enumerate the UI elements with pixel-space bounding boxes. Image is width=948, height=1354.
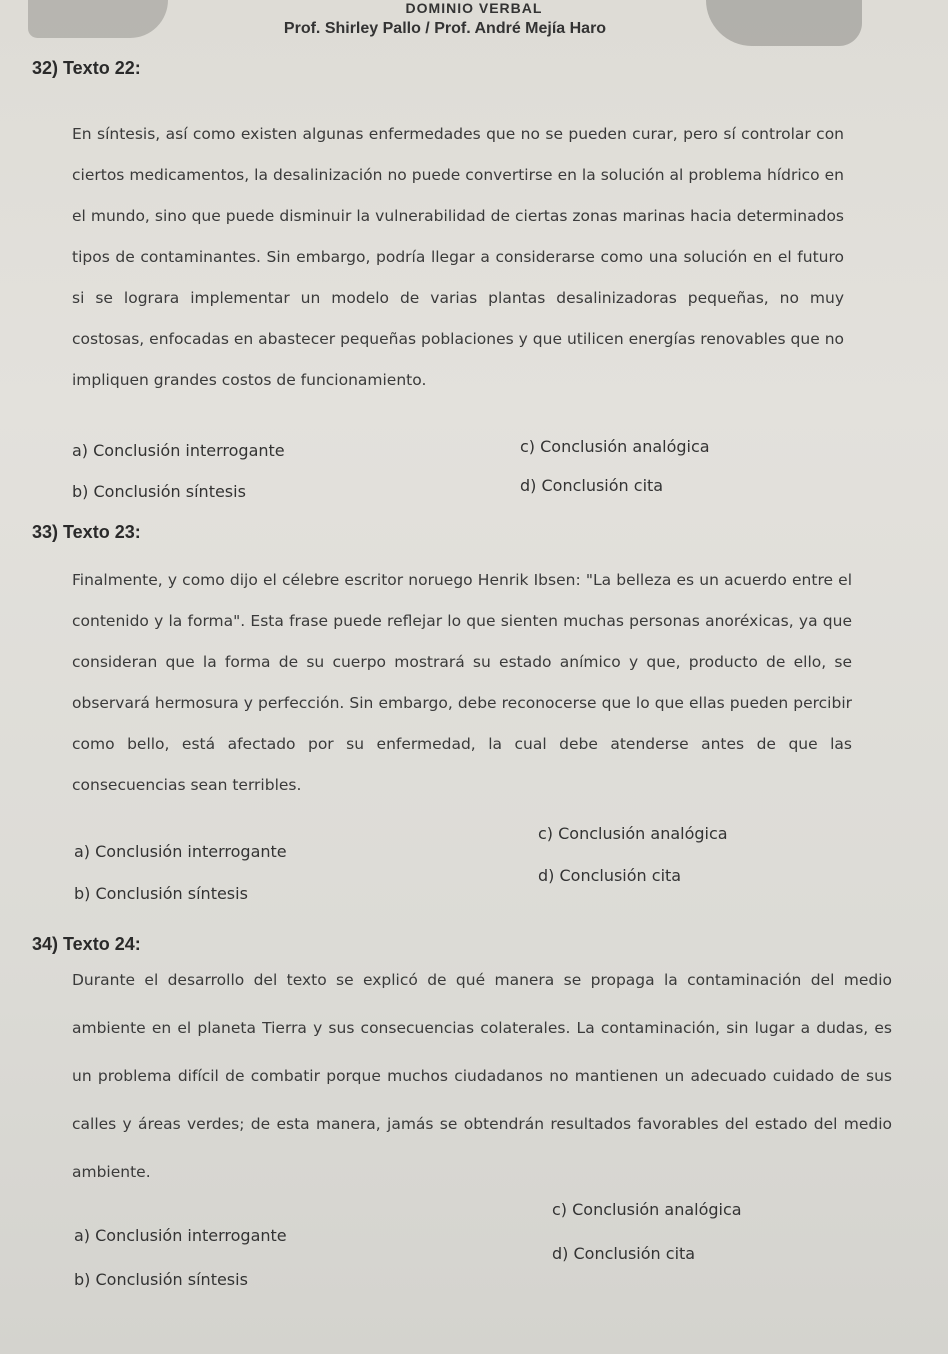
header-title: DOMINIO VERBAL (405, 0, 543, 16)
question-33-option-b[interactable]: b) Conclusión síntesis (74, 884, 248, 903)
question-34-option-d[interactable]: d) Conclusión cita (552, 1244, 696, 1263)
question-33-option-d[interactable]: d) Conclusión cita (538, 866, 682, 885)
header-subtitle: Prof. Shirley Pallo / Prof. André Mejía Haro (283, 20, 607, 37)
question-32-option-c[interactable]: c) Conclusión analógica (520, 437, 710, 456)
question-32-option-b[interactable]: b) Conclusión síntesis (72, 482, 246, 501)
question-32-option-a[interactable]: a) Conclusión interrogante (72, 441, 285, 460)
question-33-title: 33) Texto 23: (32, 522, 141, 542)
question-33-text: Finalmente, y como dijo el célebre escritor noruego Henrik Ibsen: "La belleza es un acuerdo entre el contenido y la forma". Esta frase puede reflejar lo que sienten muchas personas anoréxicas, ya que consideran que la forma de su cuerpo mostrará su estado anímico y que, producto de ello, se observará hermosura y perfección. Sin embargo, debe reconocerse que lo que ellas pueden percibir como bello, está afectado por su enfermedad, la cual debe atenderse antes de que las consecuencias sean terribles. (72, 571, 852, 794)
question-34-title: 34) Texto 24: (32, 934, 141, 954)
question-34-option-c[interactable]: c) Conclusión analógica (552, 1200, 742, 1219)
question-32-text: En síntesis, así como existen algunas enfermedades que no se pueden curar, pero sí controlar con ciertos medicamentos, la desalinización no puede convertirse en la solución al problema hídrico en el mundo, sino que puede disminuir la vulnerabilidad de ciertas zonas marinas hacia determinados tipos de contaminantes. Sin embargo, podría llegar a considerarse como una solución en el futuro si se lograra implementar un modelo de varias plantas desalinizadoras pequeñas, no muy costosas, enfocadas en abastecer pequeñas poblaciones y que utilicen energías renovables que no impliquen grandes costos de funcionamiento. (72, 125, 844, 389)
question-34-option-b[interactable]: b) Conclusión síntesis (74, 1270, 248, 1289)
question-33-option-a[interactable]: a) Conclusión interrogante (74, 842, 287, 861)
question-34-option-a[interactable]: a) Conclusión interrogante (74, 1226, 287, 1245)
question-32-option-d[interactable]: d) Conclusión cita (520, 476, 664, 495)
question-33-option-c[interactable]: c) Conclusión analógica (538, 824, 728, 843)
question-34-text: Durante el desarrollo del texto se explicó de qué manera se propaga la contaminación del medio ambiente en el planeta Tierra y sus consecuencias colaterales. La contaminación, sin lugar a dudas, es un problema difícil de combatir porque muchos ciudadanos no mantienen un adecuado cuidado de sus calles y áreas verdes; de esta manera, jamás se obtendrán resultados favorables del estado del medio ambiente. (72, 971, 892, 1181)
question-32-title: 32) Texto 22: (32, 58, 141, 78)
